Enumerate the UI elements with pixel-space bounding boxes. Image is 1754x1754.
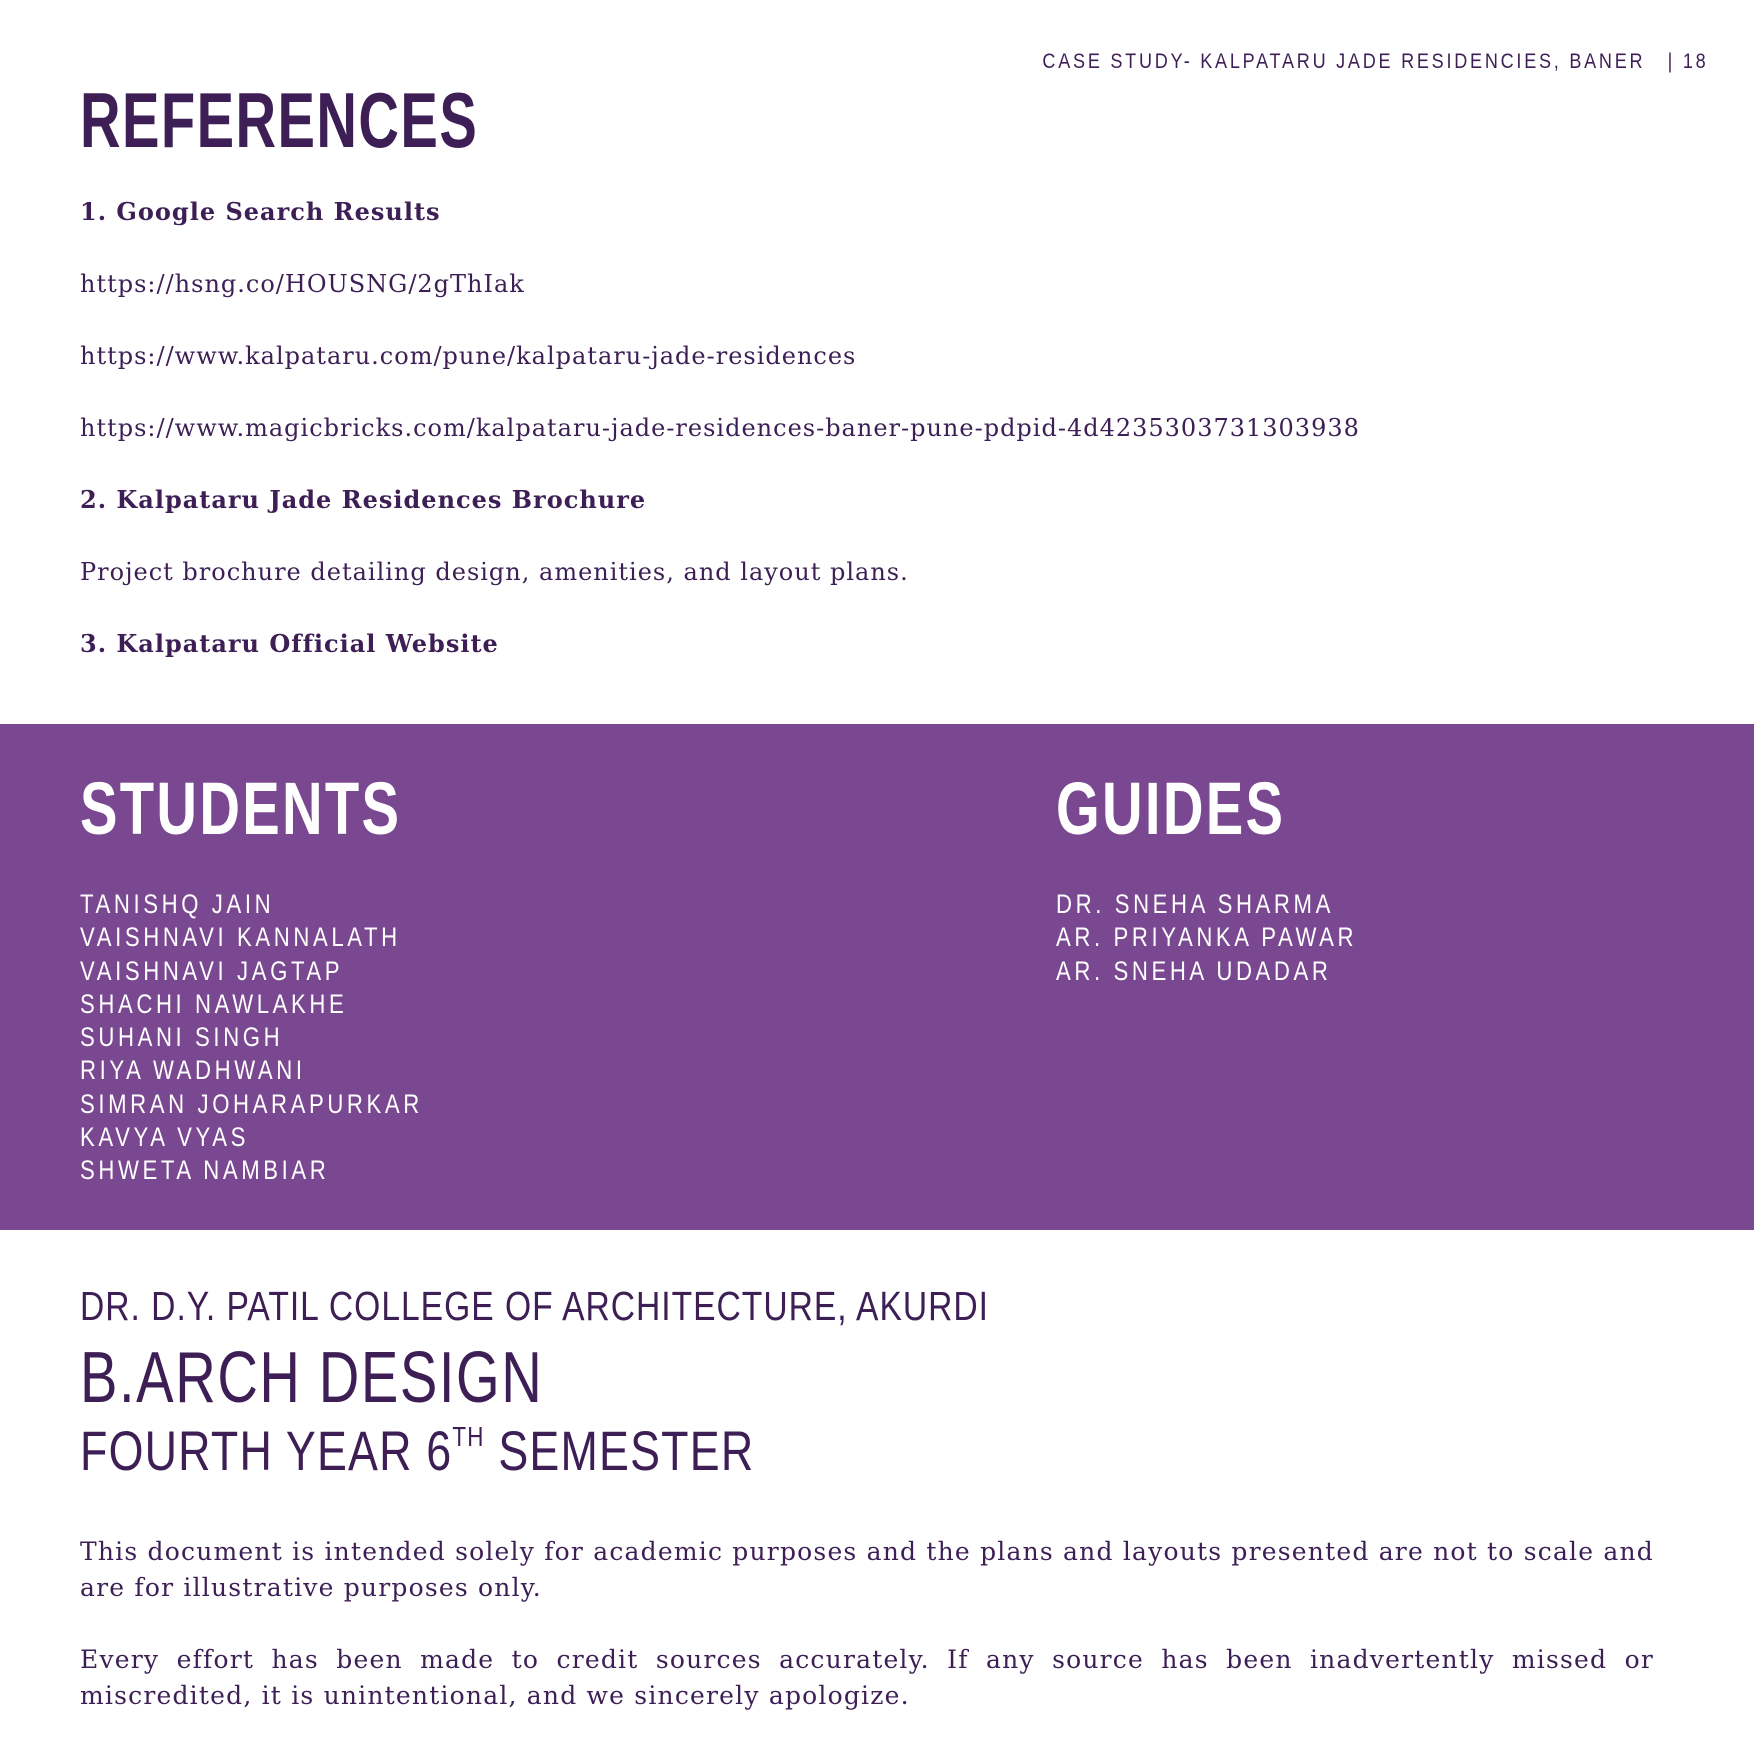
reference-item: https://www.kalpataru.com/pune/kalpataru-jade-residences (80, 342, 857, 370)
student-name: SHACHI NAWLAKHE (80, 988, 348, 1019)
student-name: VAISHNAVI JAGTAP (80, 955, 344, 986)
references-list (80, 190, 1680, 694)
student-name: TANISHQ JAIN (80, 889, 275, 919)
guide-name: DR. SNEHA SHARMA (1056, 889, 1334, 919)
disclaimer-credits: Every effort has been made to credit sources accurately. If any source has been inadvertently missed or miscredited, it is unintentional, and we sincerely apologize. (80, 1645, 1654, 1710)
reference-item: https://www.magicbricks.com/kalpataru-jade-residences-baner-pune-pdpid-4d4235303731303938 (80, 414, 1360, 442)
references-section (80, 76, 1680, 694)
student-name: SHWETA NAMBIAR (80, 1155, 330, 1186)
student-name: SIMRAN JOHARAPURKAR (80, 1088, 423, 1119)
guides-column (1056, 766, 1423, 988)
semester-ordinal: TH (452, 1421, 485, 1452)
guides-list (1056, 888, 1423, 988)
semester-prefix: FOURTH YEAR 6 (80, 1419, 453, 1482)
student-name: RIYA WADHWANI (80, 1055, 306, 1086)
student-name: SUHANI SINGH (80, 1022, 284, 1053)
college-name: DR. D.Y. PATIL COLLEGE OF ARCHITECTURE, AKURDI (80, 1283, 989, 1329)
students-column (80, 766, 503, 1188)
disclaimer-academic: This document is intended solely for academic purposes and the plans and layouts presented are not to scale and are for illustrative purposes only. (80, 1537, 1654, 1602)
guide-name: AR. SNEHA UDADAR (1056, 955, 1332, 986)
guides-title: GUIDES (1056, 767, 1286, 850)
case-study-title: CASE STUDY- KALPATARU JADE RESIDENCIES, BANER (1041, 50, 1645, 73)
reference-heading: 2. Kalpataru Jade Residences Brochure (80, 485, 647, 514)
program-title: B.ARCH DESIGN (80, 1338, 544, 1418)
students-title: STUDENTS (80, 767, 402, 850)
reference-heading: 1. Google Search Results (80, 197, 441, 226)
student-name: VAISHNAVI KANNALATH (80, 922, 401, 953)
reference-heading: 3. Kalpataru Official Website (80, 629, 499, 658)
reference-item: https://hsng.co/HOUSNG/2gThIak (80, 270, 525, 298)
reference-item: Project brochure detailing design, amenities, and layout plans. (80, 558, 909, 586)
credits-band (0, 724, 1754, 1230)
semester-title (80, 1420, 1339, 1482)
page-number: | 18 (1667, 50, 1708, 73)
references-title: REFERENCES (80, 76, 479, 164)
running-header (1042, 50, 1708, 74)
college-section (80, 1278, 1654, 1714)
semester-suffix: SEMESTER (484, 1419, 755, 1482)
students-list (80, 888, 503, 1188)
guide-name: AR. PRIYANKA PAWAR (1056, 922, 1358, 953)
student-name: KAVYA VYAS (80, 1122, 249, 1153)
